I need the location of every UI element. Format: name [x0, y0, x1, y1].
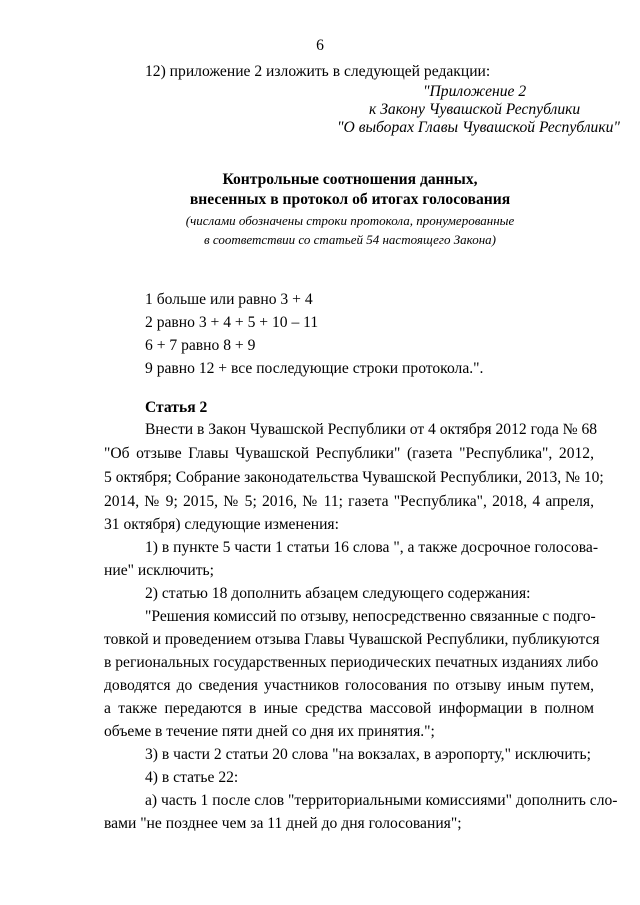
body-line: вами "не позднее чем за 11 дней до дня голосования"; [104, 815, 462, 832]
body-line: ние" исключить; [104, 562, 215, 579]
body-line: 2) статью 18 дополнить абзацем следующего содержания: [145, 585, 531, 602]
body-line: а также передаются в иные средства массовой информации в полном [104, 700, 594, 717]
body-line: Внести в Закон Чувашской Республики от 4 октября 2012 года № 68 [145, 421, 598, 438]
body-line: товкой и проведением отзыва Главы Чувашской Республики, публикуются [104, 631, 600, 648]
intro-line: 12) приложение 2 изложить в следующей редакции: [145, 63, 491, 80]
body-line: а) часть 1 после слов "территориальными комиссиями" дополнить сло- [145, 792, 618, 809]
appendix-ref-line-3: "О выборах Главы Чувашской Республики" [337, 119, 620, 136]
body-line: 3) в части 2 статьи 20 слова "на вокзалах, в аэропорту," исключить; [145, 746, 591, 763]
body-line: 5 октября; Собрание законодательства Чувашской Республики, 2013, № 10; [104, 469, 604, 486]
heading-line-2: внесенных в протокол об итогах голосования [189, 191, 511, 208]
subheading-line-1: (числами обозначены строки протокола, пронумерованные [185, 213, 515, 228]
appendix-ref-line-1: "Приложение 2 [423, 83, 527, 100]
relation-3: 6 + 7 равно 8 + 9 [145, 337, 256, 354]
subheading-line-2: в соответствии со статьей 54 настоящего Закона) [203, 232, 496, 247]
body-line: 4) в статье 22: [145, 769, 239, 786]
body-line: 2014, № 9; 2015, № 5; 2016, № 11; газета "Республика", 2018, 4 апреля, [104, 493, 594, 510]
page-number: 6 [316, 37, 324, 54]
heading-line-1: Контрольные соотношения данных, [222, 171, 478, 188]
relation-2: 2 равно 3 + 4 + 5 + 10 – 11 [145, 314, 319, 331]
body-line: доводятся до сведения участников голосования по отзыву иным путем, [104, 677, 594, 694]
body-line: 1) в пункте 5 части 1 статьи 16 слова ", а также досрочное голосова- [145, 539, 599, 556]
body-line: объеме в течение пяти дней со дня их принятия."; [104, 723, 435, 740]
article-title: Статья 2 [145, 399, 208, 416]
relation-1: 1 больше или равно 3 + 4 [145, 291, 313, 308]
body-line: в региональных государственных периодических печатных изданиях либо [104, 654, 599, 671]
relation-4: 9 равно 12 + все последующие строки протокола.". [145, 360, 484, 377]
body-line: 31 октября) следующие изменения: [104, 516, 339, 533]
appendix-ref-line-2: к Закону Чувашской Республики [369, 101, 581, 118]
body-line: "Об отзыве Главы Чувашской Республики" (газета "Республика", 2012, [104, 445, 594, 462]
body-line: "Решения комиссий по отзыву, непосредственно связанные с подго- [145, 608, 596, 625]
